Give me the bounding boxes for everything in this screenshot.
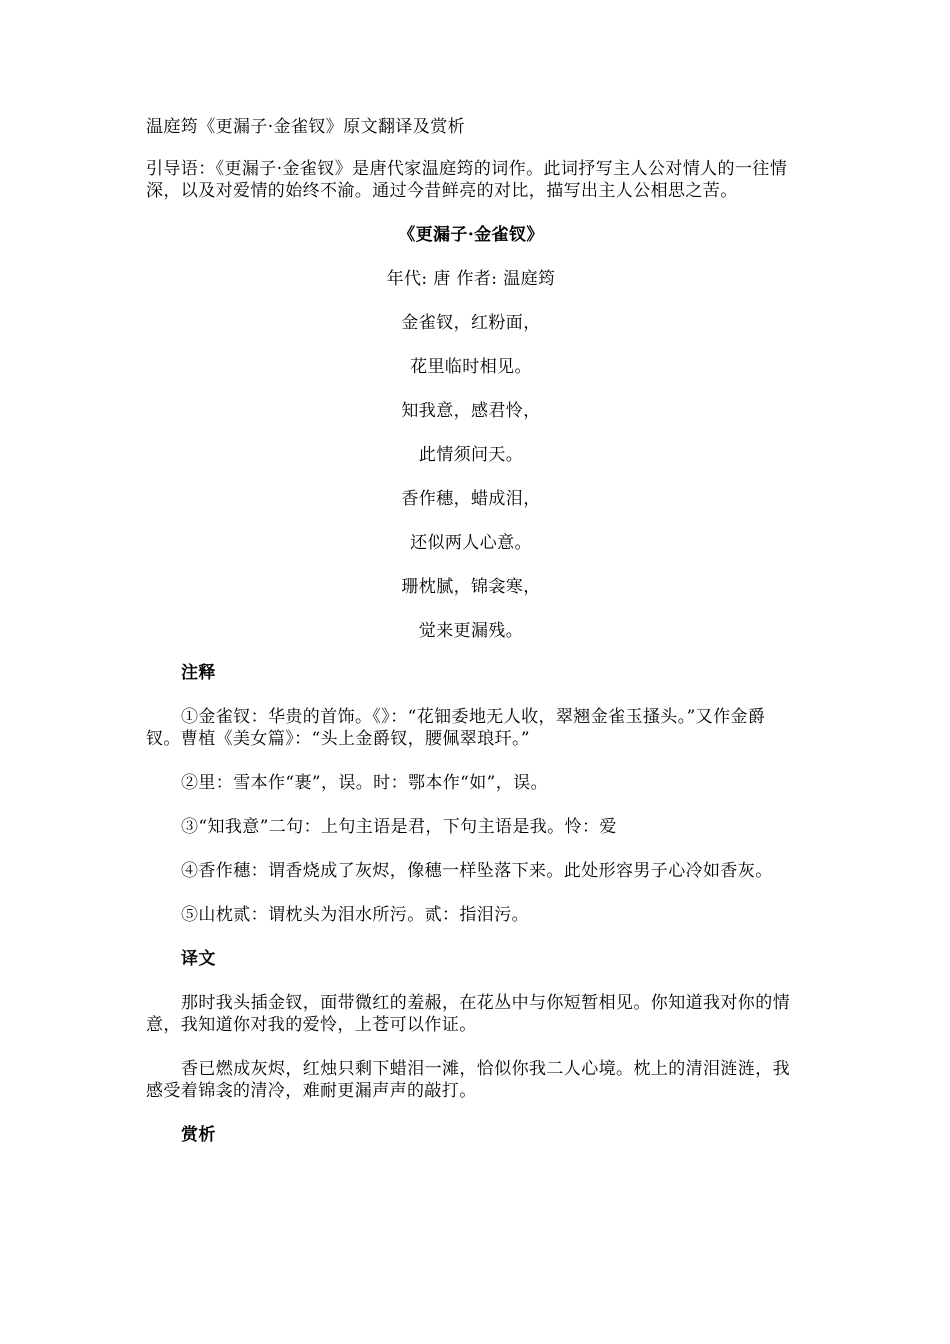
poem-line: 还似两人心意。: [410, 533, 532, 553]
poem-title: 《更漏子·金雀钗》: [398, 225, 544, 245]
appreciation-heading: 赏析: [181, 1125, 216, 1145]
intro-paragraph: 引导语：《更漏子·金雀钗》是唐代家温庭筠的词作。此词抒写主人公对情人的一往情深，以及对爱情的始终不渝。通过今昔鲜亮的对比，描写出主人公相思之苦。: [146, 159, 788, 201]
poem-line: 香作穗，蜡成泪，: [401, 489, 541, 509]
poem-line: 花里临时相见。: [410, 357, 532, 377]
document-title: 温庭筠《更漏子·金雀钗》原文翻译及赏析: [146, 117, 466, 137]
poem-line: 此情须问天。: [418, 445, 524, 465]
poem-line: 知我意，感君怜，: [401, 401, 541, 421]
notes-heading: 注释: [181, 663, 216, 683]
note-item: ④香作穗：谓香烧成了灰烬，像穗一样坠落下来。此处形容男子心冷如香灰。: [181, 861, 773, 881]
translation-paragraph: 香已燃成灰烬，红烛只剩下蜡泪一滩，恰似你我二人心境。枕上的清泪涟涟，我感受着锦衾的清冷，难耐更漏声声的敲打。: [146, 1059, 790, 1101]
note-item: ③“知我意”二句：上句主语是君，下句主语是我。怜：爱: [181, 817, 617, 837]
poem-meta: 年代: 唐 作者: 温庭筠: [386, 269, 556, 289]
document-page: [146, 116, 796, 1168]
poem-line: 珊枕腻，锦衾寒，: [401, 577, 541, 597]
poem-line: 觉来更漏残。: [418, 621, 524, 641]
poem-line: 金雀钗，红粉面，: [401, 313, 541, 333]
note-item: ①金雀钗：华贵的首饰。《》：“花钿委地无人收，翠翘金雀玉搔头。”又作金爵钗。曹植《美女篇》：“头上金爵钗，腰佩翠琅玕。”: [146, 707, 766, 749]
note-item: ②里：雪本作“裹”，误。时：鄂本作“如”，误。: [181, 773, 548, 793]
note-item: ⑤山枕贰：谓枕头为泪水所污。贰：指泪污。: [181, 905, 529, 925]
translation-paragraph: 那时我头插金钗，面带微红的羞赧，在花丛中与你短暂相见。你知道我对你的情意，我知道你对我的爱怜，上苍可以作证。: [146, 993, 790, 1035]
translation-heading: 译文: [181, 949, 216, 969]
